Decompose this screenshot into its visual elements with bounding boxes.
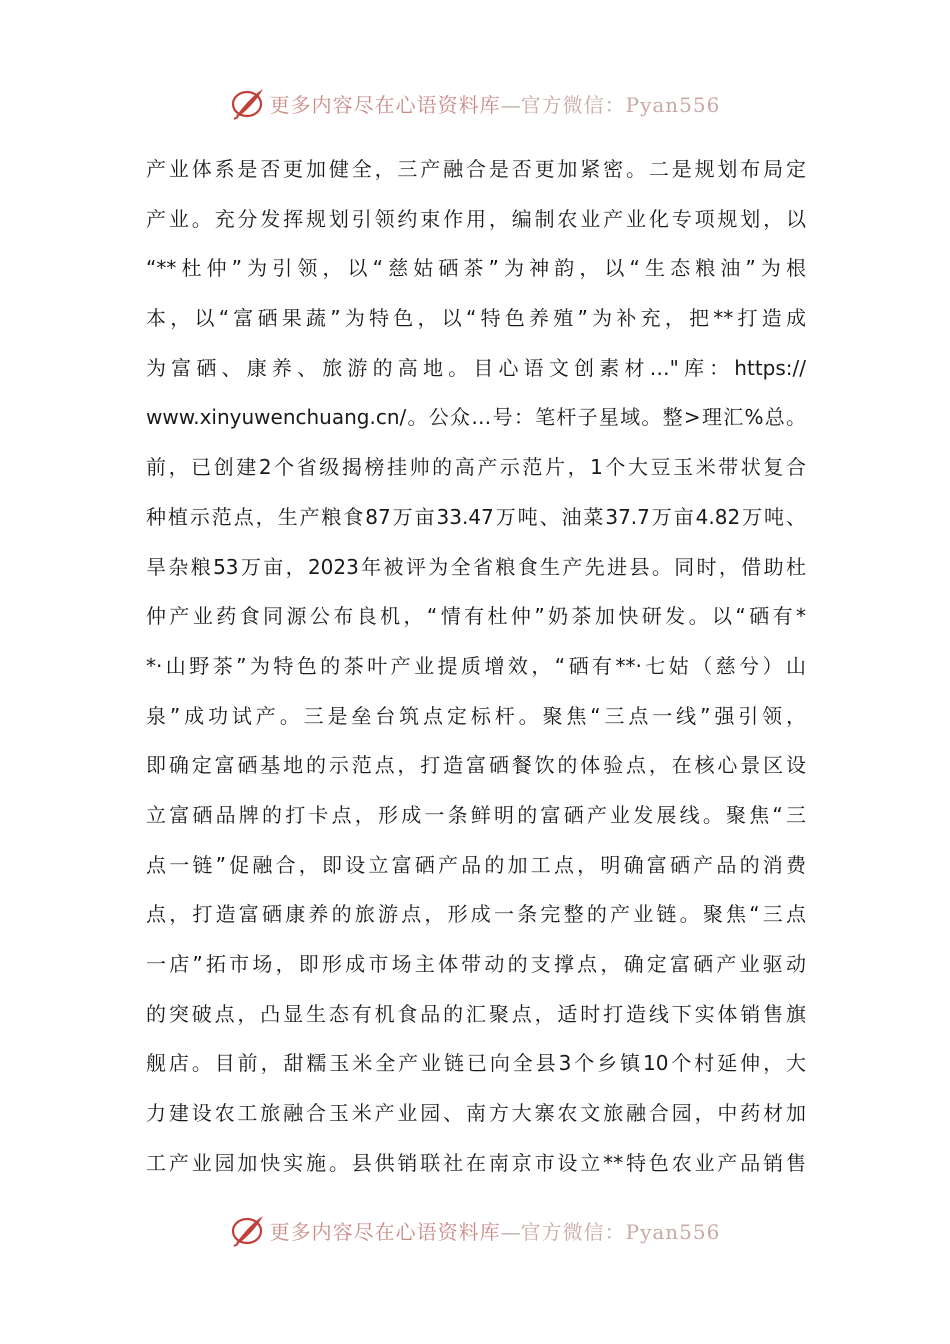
text-line-5: 为富硒、康养、旅游的高地。目心语文创素材…"库：https://	[146, 355, 806, 380]
text-line-14: 立富硒品牌的打卡点，形成一条鲜明的富硒产业发展线。聚焦“三	[146, 802, 806, 827]
text-line-8: 种植示范点，生产粮食87万亩33.47万吨、油菜37.7万亩4.82万吨、	[146, 504, 806, 529]
text-line-21: 工产业园加快实施。县供销联社在南京市设立**特色农业产品销售	[146, 1150, 806, 1175]
footer-banner	[0, 1210, 950, 1250]
header-banner-text	[270, 89, 721, 118]
text-line-11: *·山野茶”为特色的茶叶产业提质增效，“硒有**·七姑（慈兮）山	[146, 653, 806, 678]
header-banner-main: 更多内容尽在心语资料库	[269, 92, 501, 117]
text-line-13: 即确定富硒基地的示范点，打造富硒餐饮的体验点，在核心景区设	[146, 753, 806, 778]
footer-banner-main: 更多内容尽在心语资料库	[269, 1219, 501, 1244]
body-text	[146, 150, 806, 1193]
text-line-2: 产业。充分发挥规划引领约束作用，编制农业产业化专项规划，以	[146, 206, 806, 231]
text-line-15: 点一链”促融合，即设立富硒产品的加工点，明确富硒产品的消费	[146, 852, 806, 877]
text-line-18: 的突破点，凸显生态有机食品的汇聚点，适时打造线下实体销售旗	[146, 1001, 806, 1026]
text-line-17: 一店”拓市场，即形成市场主体带动的支撑点，确定富硒产业驱动	[146, 952, 806, 976]
text-line-16: 点，打造富硒康养的旅游点，形成一条完整的产业链。聚焦“三点	[146, 902, 806, 927]
text-line-7: 前，已创建2个省级揭榜挂帅的高产示范片，1个大豆玉米带状复合	[146, 455, 806, 480]
text-line-4: 本，以“富硒果蔬”为特色，以“特色养殖”为补充，把**打造成	[146, 306, 806, 331]
text-line-6: www.xinyuwenchuang.cn/。公众…号：笔杆子星域。整>理汇%总。	[146, 405, 806, 430]
text-line-10: 仲产业药食同源公布良机，“情有杜仲”奶茶加快研发。以“硒有*	[146, 604, 806, 629]
quill-logo-icon	[230, 86, 266, 120]
text-line-9: 旱杂粮53万亩，2023年被评为全省粮食生产先进县。同时，借助杜	[146, 554, 806, 579]
quill-logo-icon	[230, 1213, 266, 1247]
text-line-19: 舰店。目前，甜糯玉米全产业链已向全县3个乡镇10个村延伸，大	[146, 1051, 806, 1076]
footer-banner-suffix: 官方微信：Pyan556	[520, 1219, 721, 1244]
header-banner	[0, 83, 950, 123]
text-line-1: 产业体系是否更加健全，三产融合是否更加紧密。二是规划布局定	[146, 157, 806, 181]
text-line-20: 力建设农工旅融合玉米产业园、南方大寨农文旅融合园，中药材加	[146, 1101, 806, 1126]
footer-banner-text	[270, 1216, 721, 1245]
text-line-12: 泉”成功试产。三是垒台筑点定标杆。聚焦“三点一线”强引领，	[146, 703, 806, 728]
header-banner-suffix: 官方微信：Pyan556	[520, 92, 721, 117]
header-banner-content	[230, 86, 721, 120]
footer-banner-dash: —	[500, 1219, 521, 1244]
footer-banner-content	[230, 1213, 721, 1247]
text-line-3: “**杜仲”为引领，以“慈姑硒茶”为神韵，以“生态粮油”为根	[146, 256, 806, 281]
header-banner-dash: —	[500, 92, 521, 117]
